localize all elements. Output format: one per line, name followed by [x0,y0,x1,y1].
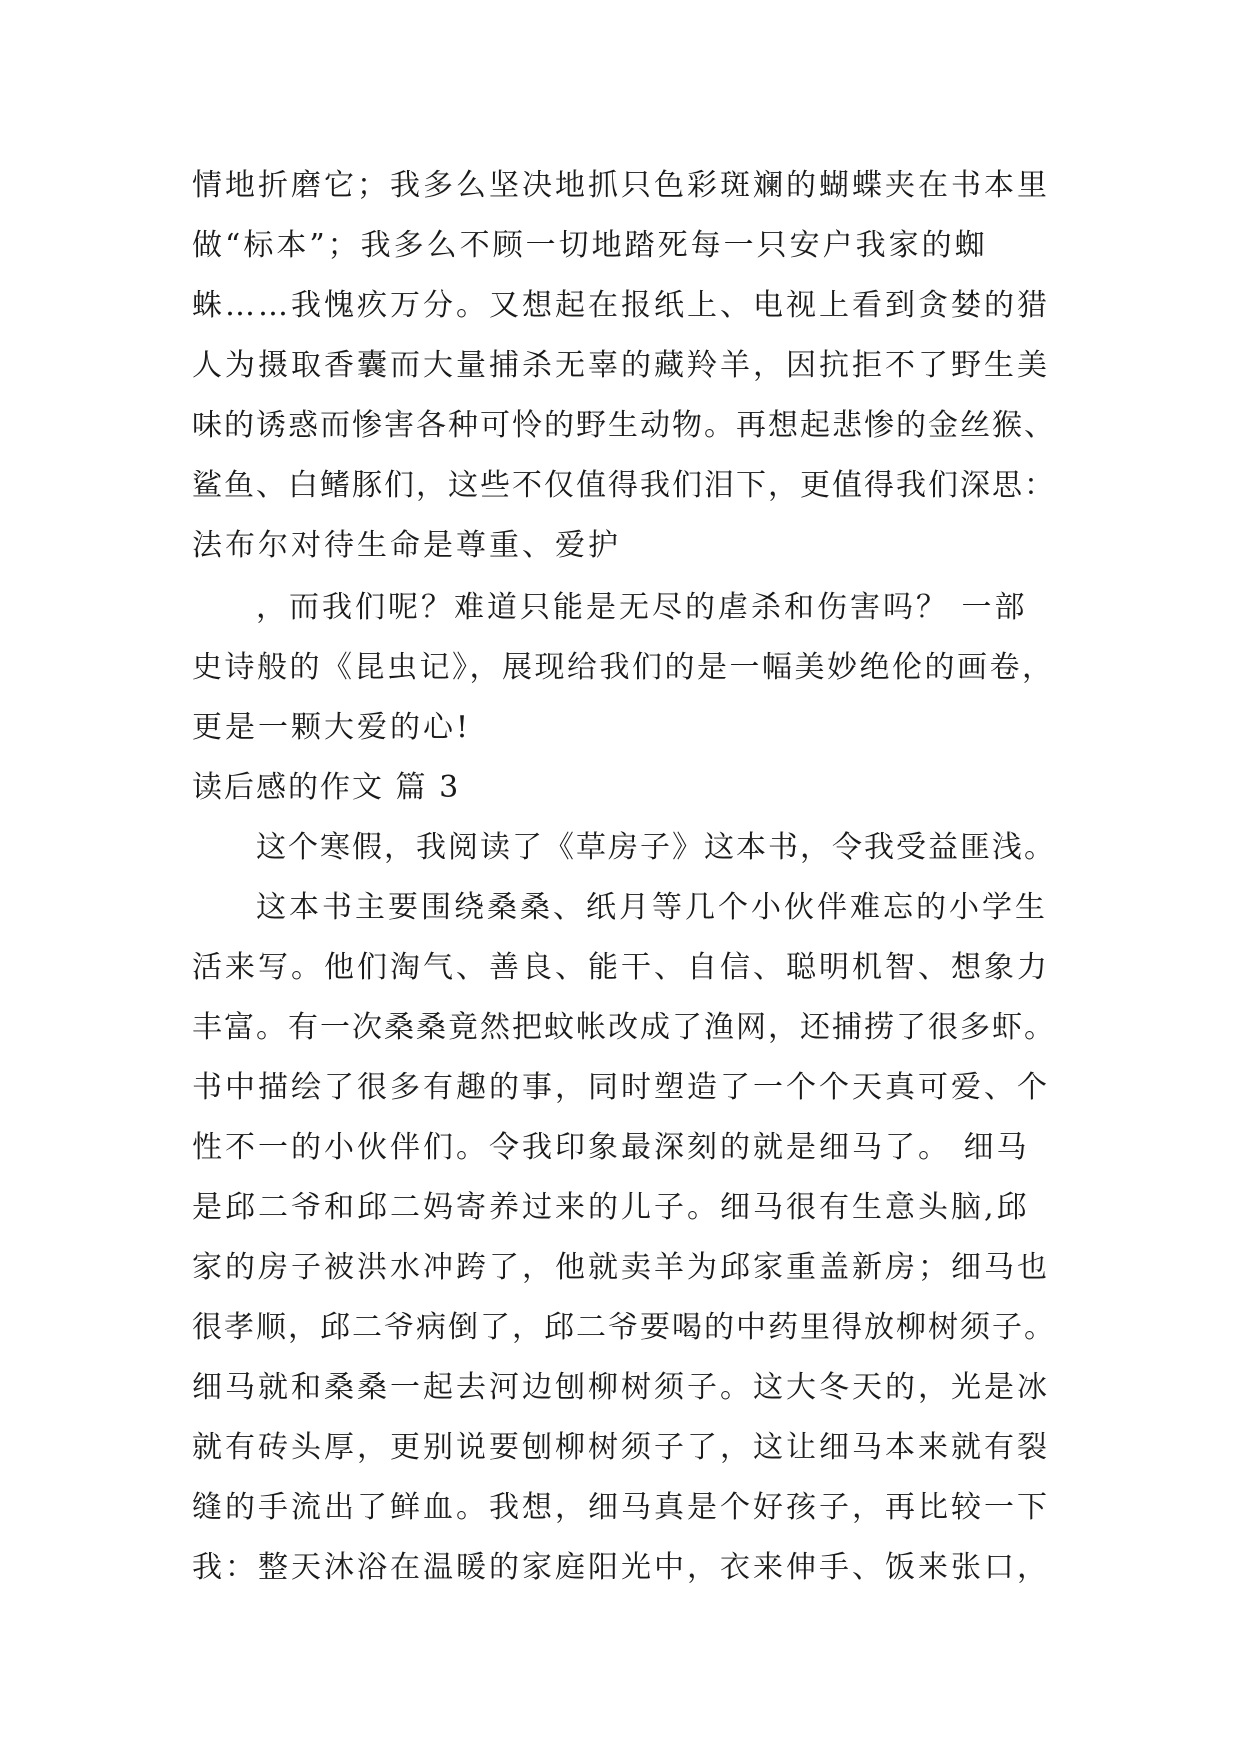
text-line: 就有砖头厚，更别说要刨柳树须子了，这让细马本来就有裂 [192,1430,1050,1465]
text-line: 是邱二爷和邱二妈寄养过来的儿子。细马很有生意头脑,邱 [192,1190,1030,1225]
text-line: 情地折磨它；我多么坚决地抓只色彩斑斓的蝴蝶夹在书本里 [192,168,1050,203]
section-heading: 读后感的作文 篇 3 [192,770,461,805]
text-line: 做“标本”；我多么不顾一切地踏死每一只安户我家的蜘 [192,228,988,263]
text-line: 书中描绘了很多有趣的事，同时塑造了一个个天真可爱、个 [192,1070,1050,1105]
text-line: 鲨鱼、白鳍豚们，这些不仅值得我们泪下，更值得我们深思： [192,468,1056,503]
text-line: 味的诱惑而惨害各种可怜的野生动物。再想起悲惨的金丝猴、 [192,408,1056,443]
text-line: 史诗般的《昆虫记》，展现给我们的是一幅美妙绝伦的画卷， [192,650,1055,685]
text-line: 蛛……我愧疚万分。又想起在报纸上、电视上看到贪婪的猎 [192,288,1050,323]
text-line: 细马就和桑桑一起去河边刨柳树须子。这大冬天的，光是冰 [192,1370,1050,1405]
text-line: 这个寒假，我阅读了《草房子》这本书，令我受益匪浅。 [256,830,1056,865]
text-line: 丰富。有一次桑桑竟然把蚊帐改成了渔网，还捕捞了很多虾。 [192,1010,1056,1045]
text-line: 家的房子被洪水冲跨了，他就卖羊为邱家重盖新房；细马也 [192,1250,1050,1285]
text-line: 更是一颗大爱的心! [192,710,472,745]
text-line: ，而我们呢？难道只能是无尽的虐杀和伤害吗？ 一部 [256,590,1028,625]
text-line: 这本书主要围绕桑桑、纸月等几个小伙伴难忘的小学生 [256,890,1048,925]
text-line: 法布尔对待生命是尊重、爱护 [192,528,621,563]
text-line: 我：整天沐浴在温暖的家庭阳光中，衣来伸手、饭来张口， [192,1550,1050,1585]
text-line: 性不一的小伙伴们。令我印象最深刻的就是细马了。 细马 [192,1130,1030,1165]
text-line: 人为摄取香囊而大量捕杀无辜的藏羚羊，因抗拒不了野生美 [192,348,1050,383]
text-line: 很孝顺，邱二爷病倒了，邱二爷要喝的中药里得放柳树须子。 [192,1310,1056,1345]
text-line: 活来写。他们淘气、善良、能干、自信、聪明机智、想象力 [192,950,1050,985]
text-line: 缝的手流出了鲜血。我想，细马真是个好孩子，再比较一下 [192,1490,1050,1525]
